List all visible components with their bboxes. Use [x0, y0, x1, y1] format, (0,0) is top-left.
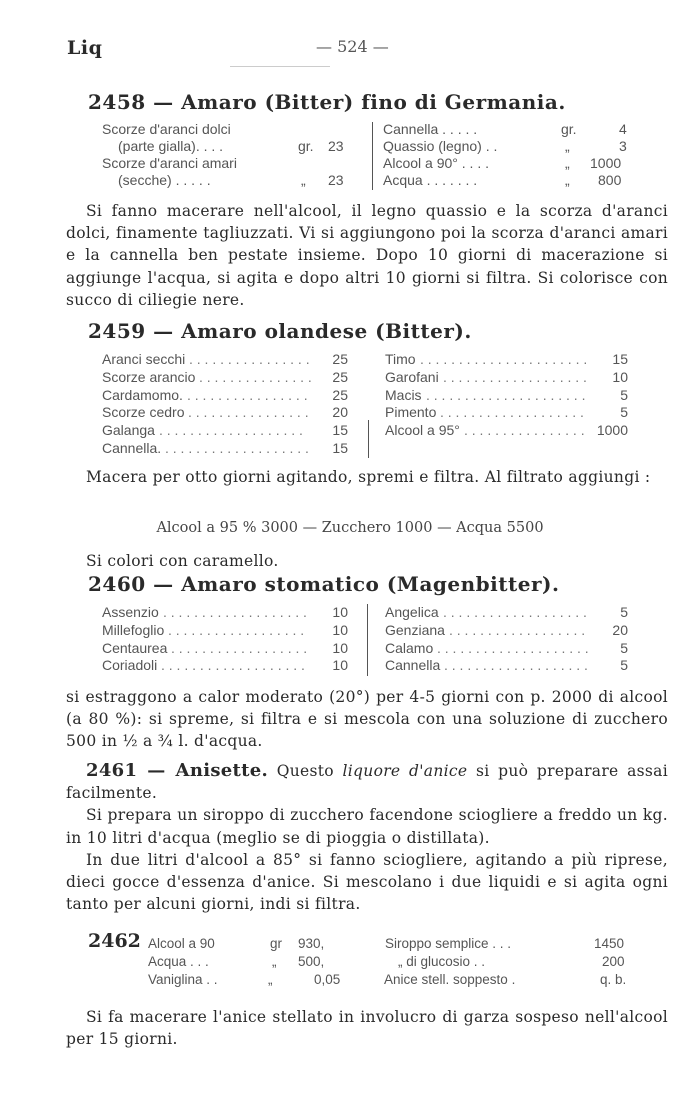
ingredient-value: 25: [332, 368, 348, 385]
dot-leader: . . . . . . . . . . . . . . . . . .: [168, 621, 305, 638]
ingredient-value: 0,05: [314, 972, 341, 987]
ingredient-label: Cannella . . . . .: [383, 121, 478, 137]
ingredient-label: (secche) . . . . .: [118, 172, 211, 188]
dot-leader: . . . . . . . . . . . . . . . . . . .: [440, 404, 584, 421]
dot-leader: . . . . . . . . . . . . . . . . . . .: [163, 604, 307, 620]
ingredient-value: 10: [332, 621, 348, 638]
ingredient-value: 3: [619, 138, 627, 154]
ingredient-value: 23: [328, 138, 344, 154]
paragraph: si estraggono a calor moderato (20°) per 4-5 giorni con p. 2000 di alcool (a 80 %): si spreme, si filtra e si mescola con una soluzione di zucchero 500 in ½ a ¾ l. d'acqua.: [66, 688, 668, 751]
ingredient-label: Coriadoli: [102, 657, 158, 674]
ingredient-value: 23: [328, 172, 344, 188]
header-rule: [230, 66, 330, 67]
dot-leader: . . . . . . . . . . . . . . . .: [464, 422, 585, 439]
dot-leader: . . . . . . . . . . . . . . . . . . .: [161, 657, 305, 674]
ingredient-value: 15: [332, 440, 348, 456]
italic-term: liquore d'anice: [342, 762, 468, 780]
dot-leader: . . . . . . . . . . . . . . . . . . .: [443, 368, 587, 385]
ingredient-value: 1450: [594, 936, 625, 951]
ingredient-value: 25: [332, 351, 348, 367]
ingredient-unit: gr.: [561, 121, 577, 137]
ingredient-value: 500,: [298, 954, 325, 969]
ingredient-value: q. b.: [600, 972, 627, 987]
dot-leader: . . . . . . . . . . . . . . . . . .: [449, 621, 586, 638]
recipe-text2-2459: [66, 550, 668, 572]
ingredient-label: Alcool a 95°: [385, 422, 460, 439]
ingredient-unit: gr.: [298, 138, 314, 154]
ingredient-value: 10: [332, 657, 348, 674]
ingredient-label: Macis: [385, 386, 422, 403]
paragraph: Si fanno macerare nell'alcool, il legno quassio e la scorza d'aranci dolci, finamente tagliuzzati. Vi si aggiungono poi la scorza d'aranci amari e la cannella ben pestate insieme. Dopo 10 giorni di macerazione si aggiunge l'acqua, si agita e dopo altri 10 giorni si filtra. Si colorisce con succo di ciliegie nere.: [66, 202, 668, 309]
ingredient-label: Alcool a 90: [148, 936, 215, 951]
dot-leader: . . . . . . . . . . . . . . . . . . . . .: [426, 386, 586, 403]
ingredient-label: „ di glucosio . .: [398, 954, 486, 969]
ingredient-label: Anice stell. soppesto .: [384, 972, 516, 987]
ingredient-value: 25: [332, 386, 348, 403]
dot-leader: . . . . . . . . . . . . . . . .: [189, 351, 310, 367]
recipe-2461: [66, 760, 668, 915]
recipe-title-2458: 2458 — Amaro (Bitter) fino di Germania.: [88, 90, 566, 114]
ingredient-value: 20: [612, 621, 628, 638]
dot-leader: . . . . . . . . . . . . . . . . . . .: [159, 422, 303, 439]
ingredient-value: 5: [620, 604, 628, 620]
dot-leader: . . . . . . . . . . . . . . . . . . .: [443, 604, 587, 620]
dot-leader: . . . . . . . . . . . . . . . .: [187, 386, 308, 403]
ingredient-label: Scorze d'aranci dolci: [102, 121, 231, 137]
ingredient-label: Cardamomo.: [102, 386, 183, 403]
recipe-title-2460: 2460 — Amaro stomatico (Magenbitter).: [88, 572, 560, 596]
dot-leader: . . . . . . . . . . . . . . . . . . .: [165, 440, 309, 456]
ingredient-value: 1000: [596, 422, 628, 439]
ingredient-value: 15: [332, 422, 348, 439]
ingredient-value: 10: [332, 604, 348, 620]
ingredient-label: Timo: [385, 351, 416, 367]
ingredient-label: Cannella.: [102, 440, 162, 456]
column-divider: [368, 420, 369, 458]
ingredient-label: Quassio (legno) . .: [383, 138, 498, 154]
recipe-text-2458: [66, 200, 668, 311]
ingredient-value: 15: [612, 351, 628, 367]
ingredient-label: Garofani: [385, 368, 439, 385]
ingredient-unit: „: [301, 172, 306, 188]
ingredient-value: 5: [620, 404, 628, 421]
ingredient-unit: „: [565, 155, 570, 171]
ingredient-value: 4: [619, 121, 627, 137]
ingredient-value: 800: [598, 172, 622, 188]
paragraph: Si fa macerare l'anice stellato in involucro di garza sospeso nell'alcool per 15 giorni.: [66, 1008, 668, 1049]
ingredient-label: Scorze cedro: [102, 404, 185, 421]
ingredient-value: 5: [620, 657, 628, 674]
formula-2459: Alcool a 95 % 3000 — Zucchero 1000 — Acqua 5500: [156, 520, 544, 536]
ingredient-label: Calamo: [385, 639, 434, 656]
dot-leader: . . . . . . . . . . . . . . . . . . .: [444, 657, 588, 674]
ingredient-label: Pimento: [385, 404, 437, 421]
ingredient-unit: gr: [270, 936, 283, 951]
text-span: si può preparare assai facilmente.: [66, 762, 668, 803]
dot-leader: . . . . . . . . . . . . . . . . . . . . . .: [420, 351, 588, 367]
paragraph: In due litri d'alcool a 85° si fanno sciogliere, agitando a più riprese, dieci gocce d'essenza d'anice. Si mescolano i due liquidi e si agita ogni tanto per alcuni giorni, indi si filtra.: [66, 850, 668, 914]
column-divider: [367, 604, 368, 676]
ingredient-row: [148, 936, 215, 951]
ingredient-value: 200: [602, 954, 625, 969]
ingredient-value: 10: [612, 368, 628, 385]
dot-leader: . . . . . . . . . . . . . . .: [199, 368, 312, 385]
ingredient-label: Genziana: [385, 621, 445, 638]
dot-leader: . . . . . . . . . . . . . . . .: [188, 404, 309, 421]
ingredient-label: Cannella: [385, 657, 441, 674]
ingredient-label: Aranci secchi: [102, 351, 186, 367]
ingredient-unit: „: [268, 972, 273, 987]
ingredient-label: Millefoglio: [102, 621, 165, 638]
ingredient-unit: „: [565, 172, 570, 188]
ingredient-value: 5: [620, 386, 628, 403]
ingredient-value: 5: [620, 639, 628, 656]
paragraph: Si prepara un siroppo di zucchero facendone sciogliere a freddo un kg. in 10 litri d'acqua (meglio se di pioggia o distillata).: [66, 806, 668, 847]
column-divider: [372, 122, 373, 190]
ingredient-value: 10: [332, 639, 348, 656]
paragraph: [66, 760, 668, 804]
ingredient-label: Galanga: [102, 422, 155, 439]
ingredient-unit: „: [565, 138, 570, 154]
ingredient-value: 20: [332, 404, 348, 421]
ingredient-value: 930,: [298, 936, 325, 951]
recipe-text-2459: [66, 466, 668, 488]
recipe-text-2462: [66, 1006, 668, 1050]
recipe-title-2461: 2461 — Anisette.: [86, 760, 269, 781]
ingredient-label: (parte gialla). . . .: [118, 138, 224, 154]
ingredient-label: Acqua . . . . . . .: [383, 172, 478, 188]
ingredient-label: Scorze arancio: [102, 368, 196, 385]
ingredient-label: Acqua . . .: [148, 954, 209, 969]
ingredient-unit: „: [272, 954, 277, 969]
recipe-number-2462: 2462: [88, 930, 141, 952]
recipe-text-2460: [66, 686, 668, 753]
ingredient-label: Assenzio: [102, 604, 159, 620]
ingredient-value: 1000: [590, 155, 622, 171]
ingredient-label: Centaurea: [102, 639, 168, 656]
ingredient-label: Alcool a 90° . . . .: [383, 155, 489, 171]
recipe-title-2459: 2459 — Amaro olandese (Bitter).: [88, 319, 472, 343]
page-number: — 524 —: [316, 37, 389, 56]
ingredient-label: Angelica: [385, 604, 439, 620]
ingredient-label: Scorze d'aranci amari: [102, 155, 237, 171]
ingredient-label: Siroppo semplice . . .: [385, 936, 512, 951]
running-head: Liq: [67, 37, 103, 59]
text-span: Questo: [276, 762, 334, 780]
dot-leader: . . . . . . . . . . . . . . . . . . . .: [437, 639, 589, 656]
dot-leader: . . . . . . . . . . . . . . . . . .: [171, 639, 308, 656]
paragraph: Macera per otto giorni agitando, spremi e filtra. Al filtrato aggiungi :: [86, 468, 651, 486]
ingredient-label: Vaniglina . .: [148, 972, 218, 987]
paragraph: Si colori con caramello.: [86, 552, 279, 570]
